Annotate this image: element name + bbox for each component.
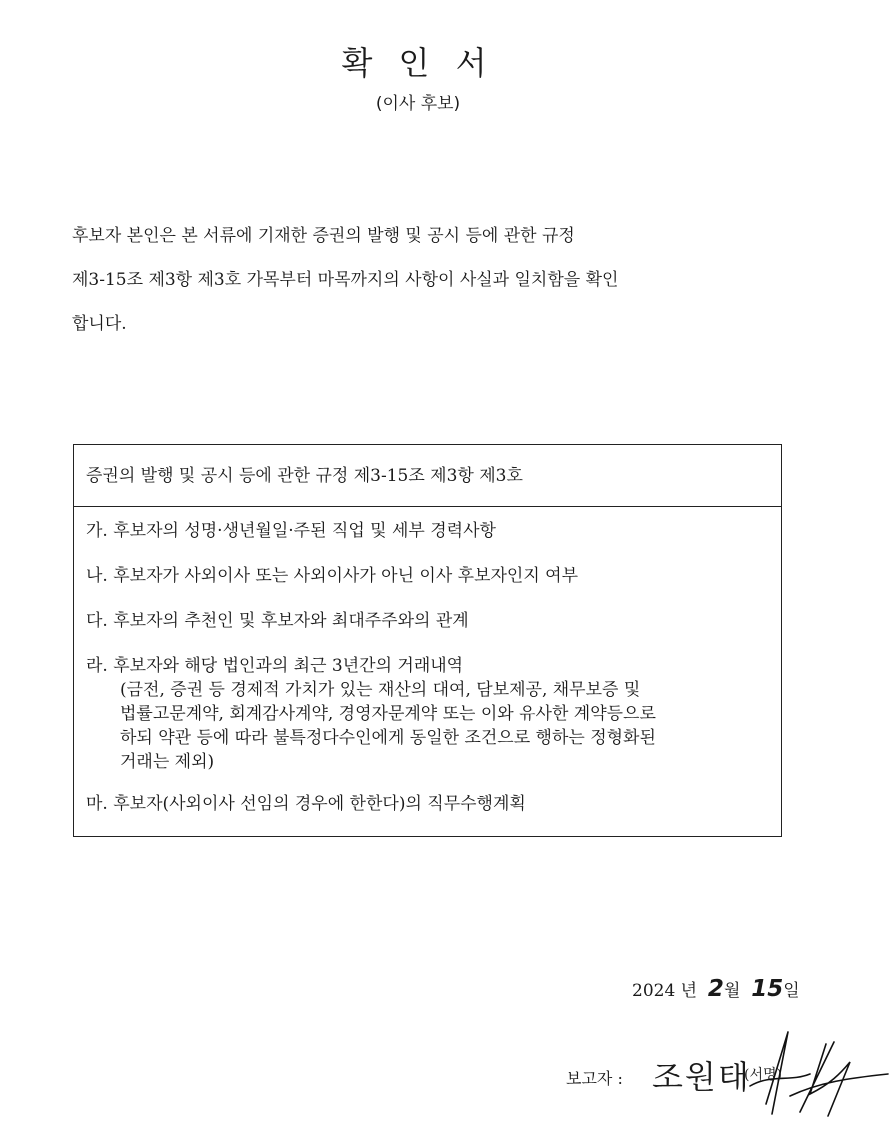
date-month: 2	[707, 976, 724, 1002]
item-c: 다. 후보자의 추천인 및 후보자와 최대주주와의 관계	[86, 611, 469, 631]
date-year-unit: 년	[680, 981, 698, 1001]
item-d-line: 법률고문계약, 회계감사계약, 경영자문계약 또는 이와 유사한 계약등으로	[120, 704, 656, 724]
document-subtitle: (이사 후보)	[375, 94, 461, 114]
item-d-line: 거래는 제외)	[120, 752, 215, 772]
signature-scribble-icon	[730, 1024, 890, 1124]
paragraph-line: 후보자 본인은 본 서류에 기재한 증권의 발행 및 공시 등에 관한 규정	[72, 226, 575, 246]
item-d	[86, 654, 781, 774]
reporter-label: 보고자 :	[566, 1069, 623, 1088]
reporter-seal: (서명)	[744, 1067, 782, 1083]
item-b: 나. 후보자가 사외이사 또는 사외이사가 아닌 이사 후보자인지 여부	[86, 566, 579, 586]
date-day-unit: 일	[783, 981, 800, 1001]
item-a: 가. 후보자의 성명·생년월일·주된 직업 및 세부 경력사항	[86, 521, 496, 541]
document-title: 확 인 서	[341, 44, 495, 82]
regulation-box-header: 증권의 발행 및 공시 등에 관한 규정 제3-15조 제3항 제3호	[74, 445, 781, 507]
item-d-title: 라. 후보자와 해당 법인과의 최근 3년간의 거래내역	[86, 656, 464, 676]
reporter-name: 조원태	[652, 1058, 751, 1096]
paragraph-line: 제3-15조 제3항 제3호 가목부터 마목까지의 사항이 사실과 일치함을 확인	[72, 270, 619, 290]
item-d-line: 하되 약관 등에 따라 불특정다수인에게 동일한 조건으로 행하는 정형화된	[120, 728, 656, 748]
paragraph-line: 합니다.	[72, 314, 127, 334]
date-day: 15	[751, 976, 784, 1002]
regulation-items	[74, 507, 781, 816]
confirmation-paragraph	[72, 214, 772, 346]
date-month-unit: 월	[723, 981, 741, 1001]
item-e: 마. 후보자(사외이사 선임의 경우에 한한다)의 직무수행계획	[86, 794, 526, 814]
date-year: 2024	[632, 981, 676, 1001]
item-d-line: (금전, 증권 등 경제적 가치가 있는 재산의 대여, 담보제공, 채무보증 및	[120, 680, 641, 700]
regulation-box	[73, 444, 782, 837]
document-date	[632, 976, 800, 1002]
